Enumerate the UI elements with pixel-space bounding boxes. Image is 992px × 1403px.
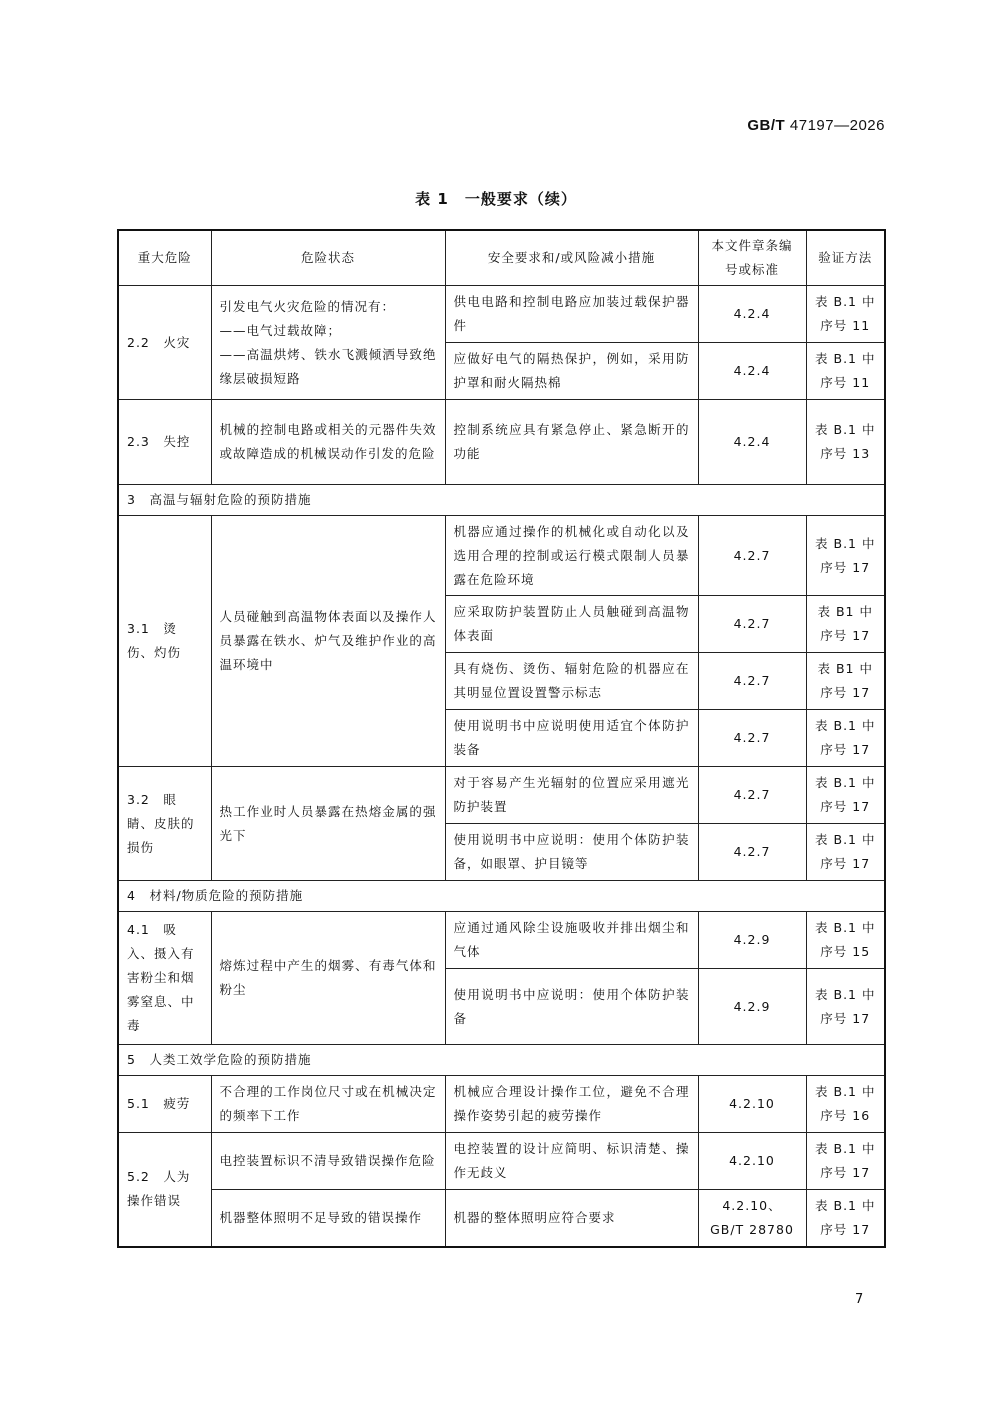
measure-cell: 使用说明书中应说明：使用个体防护装备，如眼罩、护目镜等: [445, 824, 698, 881]
clause-cell: 4.2.4: [698, 286, 806, 343]
clause-cell: 4.2.10: [698, 1076, 806, 1133]
verification-cell: 表 B1 中序号 17: [806, 596, 885, 653]
clause-cell: 4.2.10、GB/T 28780: [698, 1190, 806, 1247]
verification-cell: 表 B.1 中序号 17: [806, 824, 885, 881]
verification-cell: 表 B.1 中序号 17: [806, 767, 885, 824]
table-row: [118, 286, 885, 343]
hazard-cell: 5.1 疲劳: [118, 1076, 211, 1133]
verification-cell: 表 B.1 中序号 17: [806, 1190, 885, 1247]
requirements-table: [117, 229, 886, 1248]
hazard-cell: 3.2 眼睛、皮肤的损伤: [118, 767, 211, 881]
measure-cell: 对于容易产生光辐射的位置应采用遮光防护装置: [445, 767, 698, 824]
clause-cell: 4.2.9: [698, 969, 806, 1045]
measure-cell: 使用说明书中应说明：使用个体防护装备: [445, 969, 698, 1045]
measure-cell: 具有烧伤、烫伤、辐射危险的机器应在其明显位置设置警示标志: [445, 653, 698, 710]
clause-cell: 4.2.4: [698, 400, 806, 485]
verification-cell: 表 B.1 中序号 17: [806, 969, 885, 1045]
page-number: 7: [855, 1292, 864, 1307]
col-header-clause: 本文件章条编号或标准: [698, 230, 806, 286]
section-row: [118, 881, 885, 912]
state-cell: 热工作业时人员暴露在热熔金属的强光下: [211, 767, 445, 881]
hazard-cell: 5.2 人为操作错误: [118, 1133, 211, 1247]
state-cell: 不合理的工作岗位尺寸或在机械决定的频率下工作: [211, 1076, 445, 1133]
section-heading-4: 4 材料/物质危险的预防措施: [118, 881, 885, 912]
clause-cell: 4.2.7: [698, 767, 806, 824]
clause-cell: 4.2.7: [698, 516, 806, 596]
standard-code: [747, 117, 885, 134]
measure-cell: 应通过通风除尘设施吸收并排出烟尘和气体: [445, 912, 698, 969]
table-row: [118, 1190, 885, 1247]
standard-number: 47197—2026: [789, 117, 885, 134]
clause-cell: 4.2.10: [698, 1133, 806, 1190]
table-row: [118, 516, 885, 596]
clause-cell: 4.2.7: [698, 653, 806, 710]
clause-cell: 4.2.7: [698, 824, 806, 881]
state-cell: 人员碰触到高温物体表面以及操作人员暴露在铁水、炉气及维护作业的高温环境中: [211, 516, 445, 767]
measure-cell: 使用说明书中应说明使用适宜个体防护装备: [445, 710, 698, 767]
hazard-cell: 4.1 吸入、摄入有害粉尘和烟雾窒息、中毒: [118, 912, 211, 1045]
verification-cell: 表 B.1 中序号 15: [806, 912, 885, 969]
verification-cell: 表 B1 中序号 17: [806, 653, 885, 710]
measure-cell: 控制系统应具有紧急停止、紧急断开的功能: [445, 400, 698, 485]
col-header-measures: 安全要求和/或风险减小措施: [445, 230, 698, 286]
measure-cell: 机械应合理设计操作工位，避免不合理操作姿势引起的疲劳操作: [445, 1076, 698, 1133]
measure-cell: 电控装置的设计应简明、标识清楚、操作无歧义: [445, 1133, 698, 1190]
section-row: [118, 485, 885, 516]
section-heading-3: 3 高温与辐射危险的预防措施: [118, 485, 885, 516]
table-row: [118, 912, 885, 969]
verification-cell: 表 B.1 中序号 17: [806, 516, 885, 596]
verification-cell: 表 B.1 中序号 17: [806, 710, 885, 767]
measure-cell: 机器应通过操作的机械化或自动化以及选用合理的控制或运行模式限制人员暴露在危险环境: [445, 516, 698, 596]
section-heading-5: 5 人类工效学危险的预防措施: [118, 1045, 885, 1076]
state-cell: 引发电气火灾危险的情况有： ——电气过载故障； ——高温烘烤、铁水飞溅倾洒导致绝缘层破损短路: [211, 286, 445, 400]
col-header-state: 危险状态: [211, 230, 445, 286]
hazard-cell: 3.1 烫伤、灼伤: [118, 516, 211, 767]
section-row: [118, 1045, 885, 1076]
state-cell: 熔炼过程中产生的烟雾、有毒气体和粉尘: [211, 912, 445, 1045]
col-header-verification: 验证方法: [806, 230, 885, 286]
table-row: [118, 1133, 885, 1190]
verification-cell: 表 B.1 中序号 16: [806, 1076, 885, 1133]
clause-cell: 4.2.7: [698, 596, 806, 653]
verification-cell: 表 B.1 中序号 11: [806, 343, 885, 400]
state-cell: 机械的控制电路或相关的元器件失效或故障造成的机械误动作引发的危险: [211, 400, 445, 485]
hazard-cell: 2.3 失控: [118, 400, 211, 485]
state-cell: 电控装置标识不清导致错误操作危险: [211, 1133, 445, 1190]
table-row: [118, 767, 885, 824]
clause-cell: 4.2.7: [698, 710, 806, 767]
clause-cell: 4.2.9: [698, 912, 806, 969]
table-header-row: [118, 230, 885, 286]
verification-cell: 表 B.1 中序号 13: [806, 400, 885, 485]
table-row: [118, 400, 885, 485]
measure-cell: 应采取防护装置防止人员触碰到高温物体表面: [445, 596, 698, 653]
table-caption: 表 1 一般要求（续）: [415, 190, 577, 208]
col-header-hazard: 重大危险: [118, 230, 211, 286]
hazard-cell: 2.2 火灾: [118, 286, 211, 400]
verification-cell: 表 B.1 中序号 11: [806, 286, 885, 343]
clause-cell: 4.2.4: [698, 343, 806, 400]
verification-cell: 表 B.1 中序号 17: [806, 1133, 885, 1190]
table-row: [118, 1076, 885, 1133]
measure-cell: 供电电路和控制电路应加装过载保护器件: [445, 286, 698, 343]
measure-cell: 机器的整体照明应符合要求: [445, 1190, 698, 1247]
measure-cell: 应做好电气的隔热保护，例如，采用防护罩和耐火隔热棉: [445, 343, 698, 400]
state-cell: 机器整体照明不足导致的错误操作: [211, 1190, 445, 1247]
standard-prefix: GB/T: [747, 117, 786, 134]
